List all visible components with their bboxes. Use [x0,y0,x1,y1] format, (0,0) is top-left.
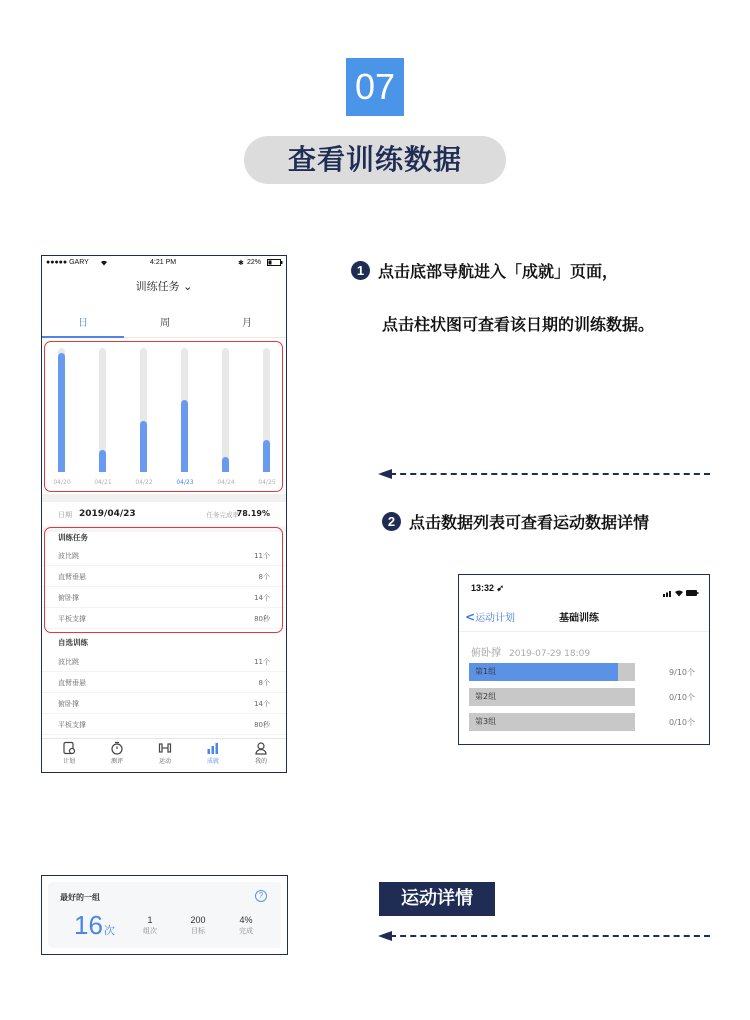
chevron-left-icon: < [465,610,476,624]
x-tick-label: 04/23 [176,479,194,486]
divider-band [42,494,286,502]
left-arrow-icon [378,931,710,941]
stat-value: 4% [239,915,253,925]
stat-value: 200 [190,915,206,925]
nav-label: 运动 [158,758,171,765]
nav-item-achievement[interactable] [198,741,228,765]
step1-line2: 点击柱状图可查看该日期的训练数据。 [382,315,655,334]
tab-month[interactable]: 月 [242,318,252,329]
nav-label: 测评 [110,758,123,765]
exercise-count: 8个 [258,573,270,581]
phone-exercise-detail-screen [458,574,710,745]
exercise-name: 直臂垂悬 [58,679,86,687]
highlight-box-list [44,527,283,633]
exercise-count: 11个 [254,552,270,560]
list-item[interactable] [42,651,286,672]
nav-item-plan[interactable] [54,741,84,765]
best-group-inner [48,882,281,948]
nav-item-me[interactable] [246,741,276,765]
header-divider [459,631,709,632]
x-tick-label: 04/21 [94,479,112,486]
highlight-box-chart [44,341,283,492]
status-time: 13:32 ➹ [471,583,505,593]
x-tick-label: 04/20 [53,479,71,486]
date-summary-row [42,502,286,526]
exercise-detail-tag: 运动详情 [379,882,495,916]
section-title: 查看训练数据 [244,136,506,184]
completion-rate-value: 78.19% [236,509,270,518]
step2-line [382,510,649,533]
stat-label: 完成 [239,927,253,935]
nav-title-dropdown[interactable]: 训练任务 ⌄ [135,280,193,293]
nav-label: 我的 [254,758,267,765]
exercise-name: 俯卧撑 [471,648,501,659]
nav-label: 计划 [62,758,75,765]
exercise-count: 11个 [254,658,270,666]
exercise-name: 平板支撑 [58,615,86,623]
exercise-count: 14个 [254,700,270,708]
list-item[interactable] [42,672,286,693]
stat-target [178,915,218,936]
dumbbell-icon [158,741,172,755]
nav-label: 成就 [206,758,219,765]
exercise-name: 直臂垂悬 [58,573,86,581]
nav-item-assess[interactable] [102,741,132,765]
group-name: 第3组 [475,717,497,726]
group-name: 第2组 [475,692,497,701]
best-group-card [41,875,288,955]
bar-chart-icon [206,741,220,755]
bluetooth-icon: ✱ [238,260,244,267]
stat-value: 1 [147,915,153,925]
exercise-header [471,644,590,659]
exercise-name: 俯卧撑 [58,700,79,708]
back-button[interactable] [465,609,515,624]
group-count: 0/10个 [669,693,695,702]
user-icon [254,741,268,755]
active-tab-indicator [42,336,124,338]
exercise-count: 80秒 [254,721,270,729]
bottom-navigation [42,738,286,772]
selected-date: 2019/04/23 [79,509,136,519]
stat-label: 组次 [143,927,157,935]
step1-text: 点击底部导航进入「成就」页面， [378,262,619,281]
list-item[interactable] [42,693,286,714]
signal-wifi-battery-icon [663,582,699,601]
exercise-datetime: 2019-07-29 18:09 [509,649,591,659]
stopwatch-icon [110,741,124,755]
exercise-name: 俯卧撑 [58,594,79,602]
exercise-name: 平板支撑 [58,721,86,729]
training-tasks-title: 训练任务 [58,533,88,542]
custom-training-title: 自选训练 [58,638,88,647]
date-label: 日期 [58,511,72,519]
best-reps-value: 16 [74,910,103,940]
group-name: 第1组 [475,667,497,676]
status-bar [42,256,286,270]
x-tick-label: 04/25 [258,479,276,486]
group-row[interactable] [469,688,635,706]
completion-rate-label: 任务完成率 [206,511,239,519]
best-reps-unit: 次 [103,925,115,937]
exercise-count: 14个 [254,594,270,602]
back-label: 运动计划 [475,613,516,624]
help-icon[interactable]: ? [255,890,267,902]
list-item[interactable] [42,714,286,735]
step1-line1 [351,259,618,282]
period-tabs [42,308,286,338]
exercise-count: 8个 [258,679,270,687]
section-number-badge: 07 [346,58,404,116]
status-time: 4:21 PM [150,259,177,266]
exercise-name: 波比跳 [58,658,79,666]
step1-number-icon: 1 [351,261,370,280]
group-row[interactable] [469,713,635,731]
wifi-icon [100,259,108,268]
carrier-label: ●●●●● GARY [46,259,89,266]
nav-item-exercise[interactable] [150,741,180,765]
stat-label: 目标 [191,927,205,935]
left-arrow-icon [378,469,710,479]
group-count: 0/10个 [669,718,695,727]
battery-icon [267,259,283,268]
stat-completion [226,915,266,936]
battery-percent: 22% [247,259,262,266]
phone-achievement-screen [41,255,287,773]
screen-title: 基础训练 [559,613,599,624]
tab-day[interactable]: 日 [78,318,88,329]
x-tick-label: 04/22 [135,479,153,486]
best-reps [74,910,115,941]
x-tick-label: 04/24 [217,479,235,486]
exercise-name: 波比跳 [58,552,79,560]
plan-icon [62,741,76,755]
tab-week[interactable]: 周 [160,318,170,329]
group-row[interactable] [469,663,635,681]
group-count: 9/10个 [669,668,695,677]
stat-group-index [130,915,170,936]
best-group-title: 最好的一组 [60,893,100,902]
step2-text: 点击数据列表可查看运动数据详情 [409,513,650,532]
exercise-count: 80秒 [254,615,270,623]
step2-number-icon: 2 [382,512,401,531]
